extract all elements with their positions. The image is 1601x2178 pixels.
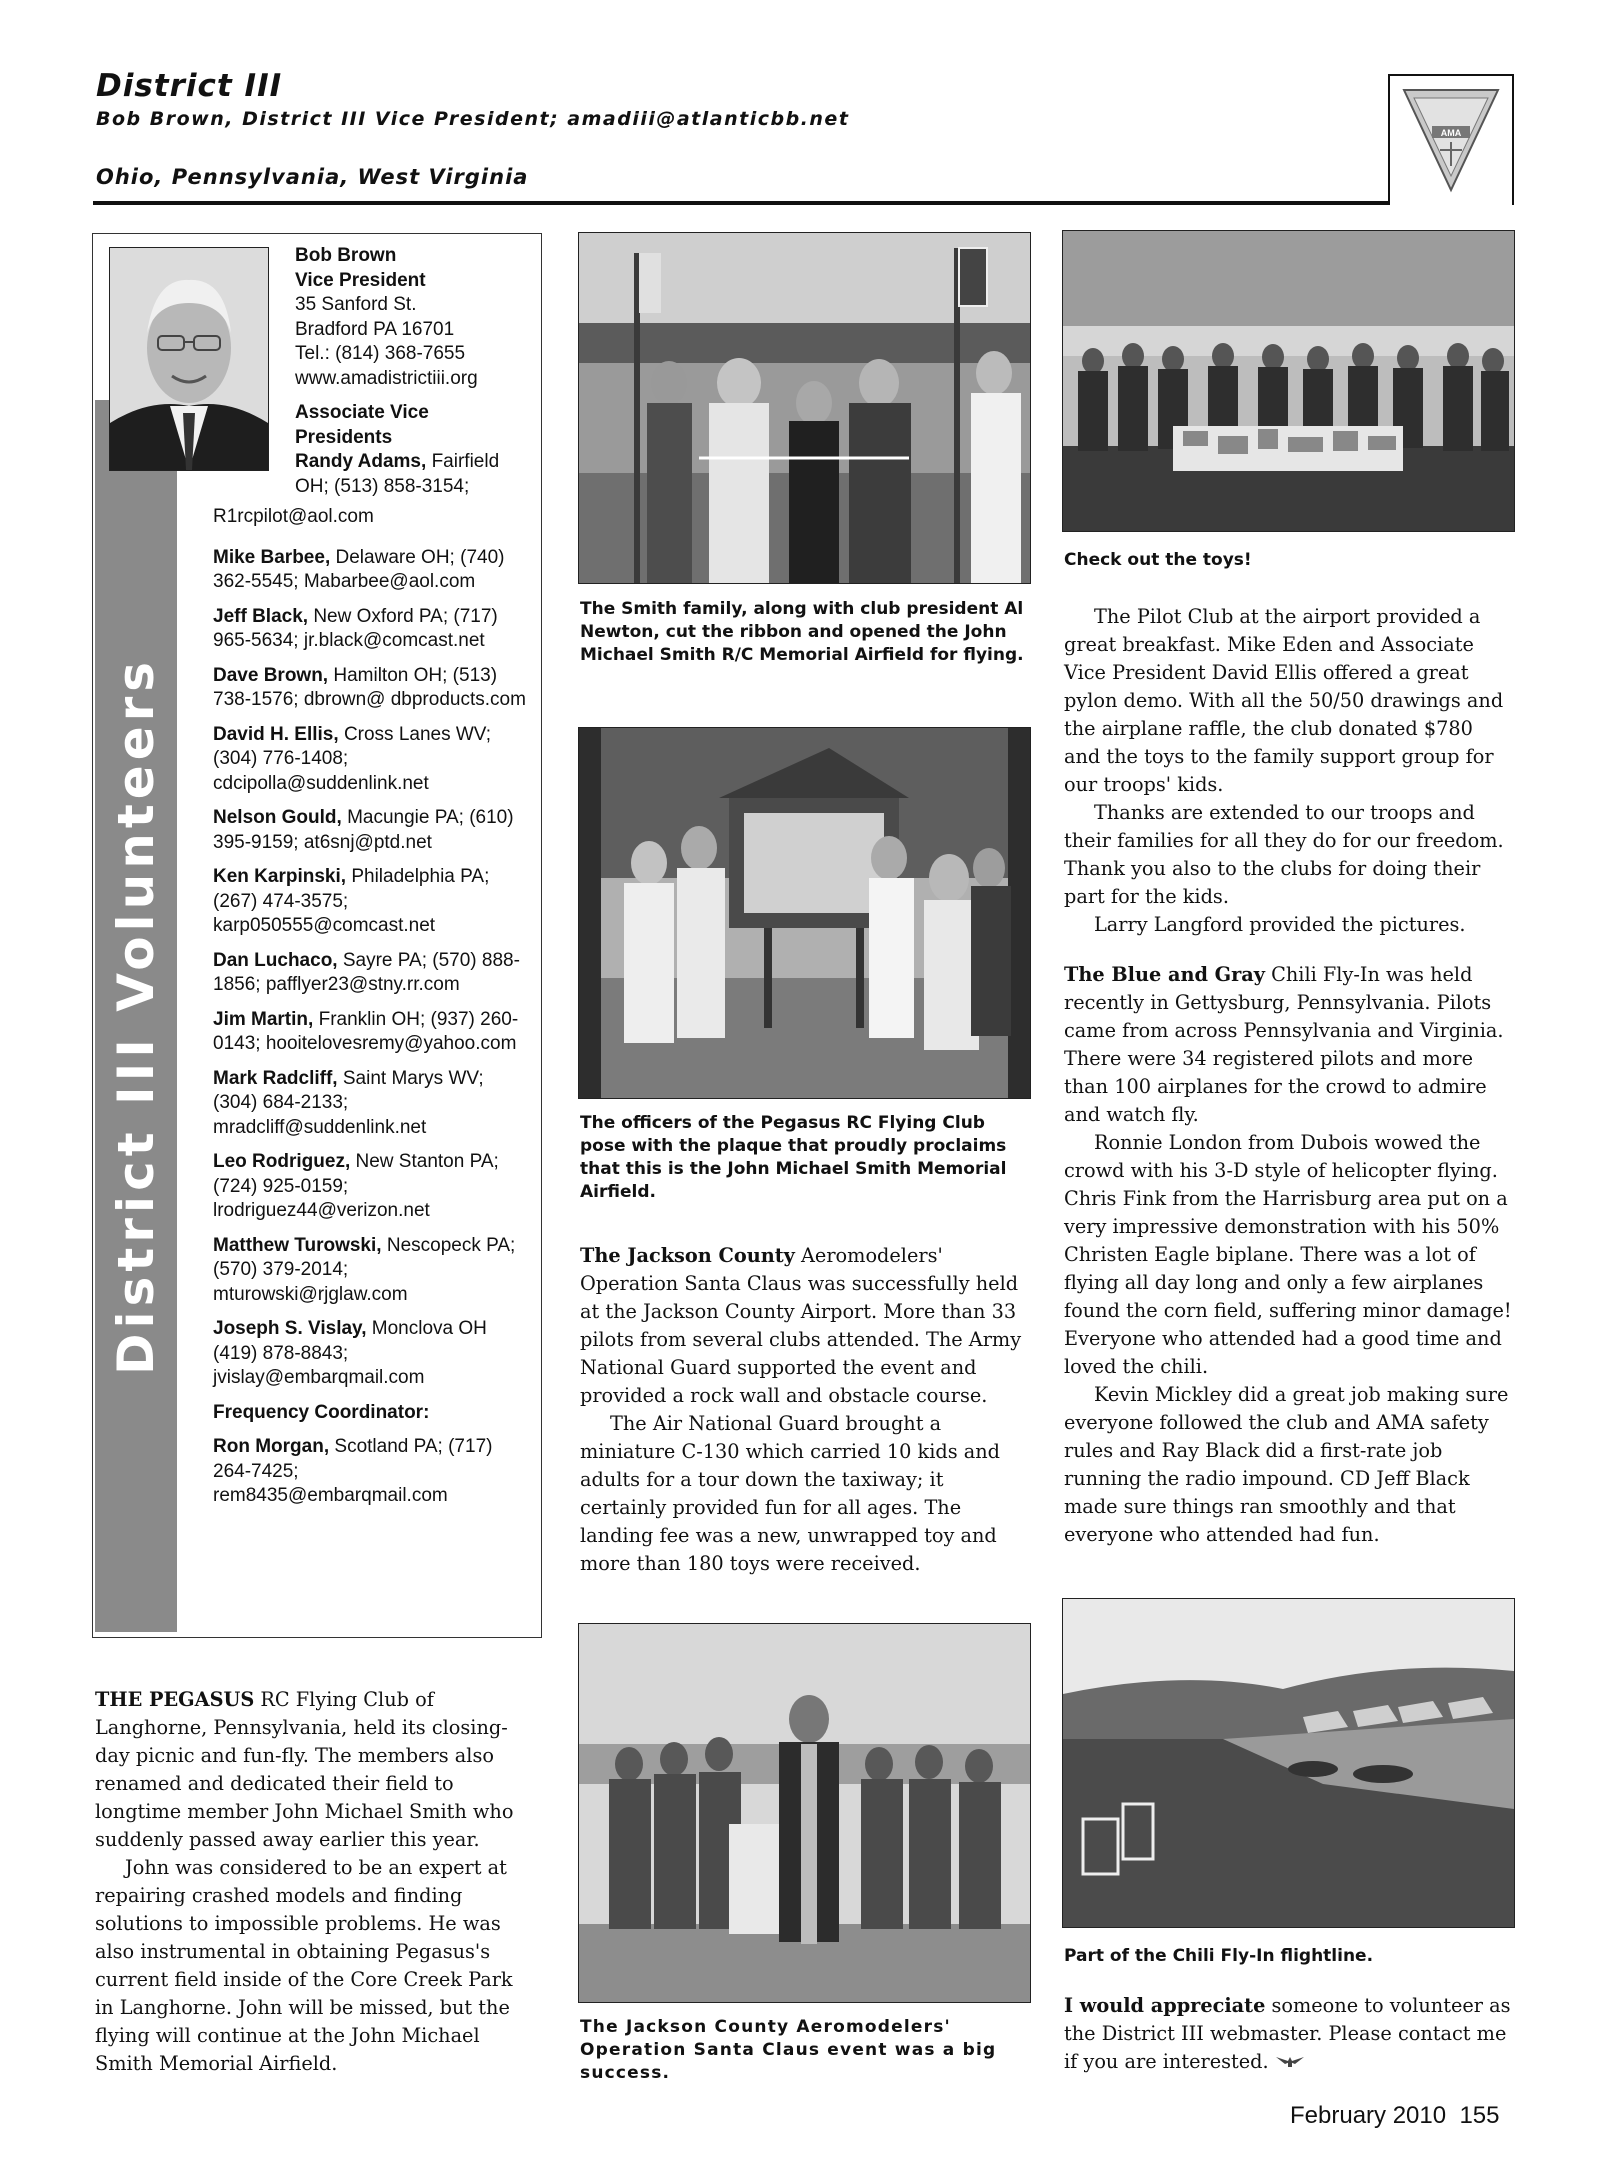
santa-paragraph-3: The Pilot Club at the airport provided a great breakfast. Mike Eden and Associate Vice President David Ellis offered a great pylon demo. With all the 50/50 drawings and the airplane raffle, the club donated $780 and the toys to the family support group for our troops' kids. xyxy=(1064,605,1504,796)
plaque-officers-caption: The officers of the Pegasus RC Flying Club pose with the plaque that proudly proclaims that this is the John Michael Smith Memorial Airfield. xyxy=(580,1113,1007,1202)
list-item: Dave Brown, Hamilton OH; (513) 738-1576; dbrown@ dbproducts.com xyxy=(213,664,526,710)
vp-portrait xyxy=(109,247,269,471)
chili-fly-in-article xyxy=(1064,961,1514,1549)
jackson-paragraph-1: The Jackson County Aeromodelers' Operation Santa Claus was successfully held at the Jackson County Airport. More than 33 pilots from several clubs attended. The Army National Guard supported the event and provided a rock wall and obstacle course. xyxy=(580,1244,1022,1407)
webmaster-paragraph: I would appreciate someone to volunteer as the District III webmaster. Please contact me if you are interested. xyxy=(1064,1992,1514,2077)
toys-caption: Check out the toys! xyxy=(1064,550,1252,570)
vp-street: 35 Sanford St. xyxy=(295,294,417,315)
operation-santa-continued xyxy=(1064,603,1514,939)
santa-claus-event-photo xyxy=(578,1623,1031,2003)
page-footer xyxy=(1290,2102,1499,2130)
avp-heading: Associate Vice Presidents xyxy=(295,402,429,448)
flightline-photo xyxy=(1062,1598,1515,1928)
plaque-officers-photo xyxy=(578,727,1031,1099)
santa-claus-caption: The Jackson County Aeromodelers' Operation Santa Claus event was a big success. xyxy=(580,2017,997,2083)
webmaster-request xyxy=(1064,1992,1514,2077)
list-item: David H. Ellis, Cross Lanes WV; (304) 776-1408; cdcipolla@suddenlink.net xyxy=(213,723,492,794)
list-item: Matthew Turowski, Nescopeck PA; (570) 379-2014; mturowski@rjglaw.com xyxy=(213,1234,516,1305)
list-item: Dan Luchaco, Sayre PA; (570) 888-1856; pafflyer23@stny.rr.com xyxy=(213,949,520,995)
list-item: Ken Karpinski, Philadelphia PA; (267) 474-3575; karp050555@comcast.net xyxy=(213,866,490,936)
chili-paragraph-3: Kevin Mickley did a great job making sure everyone followed the club and AMA safety rules and Ray Black did a first-rate job running the radio impound. CD Jeff Black made sure things ran smoothly and that everyone who attended had fun. xyxy=(1064,1383,1509,1546)
header-rule xyxy=(93,201,1513,205)
freq-heading: Frequency Coordinator: xyxy=(213,1401,430,1423)
vp-website: www.amadistrictiii.org xyxy=(295,367,478,389)
vp-role: Vice President xyxy=(295,269,426,291)
avp-first-detail1: Fairfield xyxy=(431,451,500,472)
flightline-caption: Part of the Chili Fly-In flightline. xyxy=(1064,1946,1374,1966)
photo-credit: Larry Langford provided the pictures. xyxy=(1094,913,1466,936)
volunteers-vertical-title: District III Volunteers xyxy=(107,656,165,1376)
list-item: Joseph S. Vislay, Monclova OH (419) 878-8843; jvislay@embarqmail.com xyxy=(213,1318,487,1388)
page-number: 155 xyxy=(1459,2102,1500,2129)
jackson-county-article xyxy=(580,1242,1030,1578)
vp-city: Bradford PA 16701 xyxy=(295,318,455,340)
list-item: Ron Morgan, Scotland PA; (717) 264-7425; rem8435@embarqmail.com xyxy=(213,1436,493,1506)
jackson-paragraph-2: The Air National Guard brought a miniature C-130 which carried 10 kids and adults for a tour down the taxiway; it certainly provided fun for all ages. The landing fee was a new, unwrapped toy and more than 180 toys were received. xyxy=(580,1412,1000,1575)
volunteer-list xyxy=(213,505,528,1519)
pegasus-article xyxy=(95,1686,535,2078)
pegasus-paragraph-2: John was considered to be an expert at repairing crashed models and finding solutions to impossible problems. He was also instrumental in obtaining Pegasus's current field inside of the Core Creek Park in Langhorne. John will be missed, but the flying will continue at the John Michael Smith Memorial Airfield. xyxy=(95,1856,513,2075)
santa-paragraph-4: Thanks are extended to our troops and their families for all they do for our freedom. Thank you also to the clubs for doing their part for the kids. xyxy=(1064,801,1504,908)
district-title: District III xyxy=(96,68,283,104)
chili-paragraph-1: The Blue and Gray Chili Fly-In was held recently in Gettysburg, Pennsylvania. Pilots came from across Pennsylvania and Virginia. There were 34 registered pilots and more than 100 airplanes for the crowd to admire and watch fly. xyxy=(1064,963,1504,1126)
list-item: Mark Radcliff, Saint Marys WV; (304) 684-2133; mradcliff@suddenlink.net xyxy=(213,1067,484,1138)
issue-date: February 2010 xyxy=(1290,2102,1447,2129)
avp-first-detail3: R1rcpilot@aol.com xyxy=(213,506,374,527)
ribbon-cutting-caption: The Smith family, along with club president Al Newton, cut the ribbon and opened the John Michael Smith R/C Memorial Airfield for flying. xyxy=(580,599,1024,665)
vp-contact-block xyxy=(295,244,535,499)
ama-wings-icon xyxy=(1275,2049,1305,2077)
svg-text:AMA: AMA xyxy=(1440,128,1462,138)
list-item: Jim Martin, Franklin OH; (937) 260-0143; hooitelovesremy@yahoo.com xyxy=(213,1008,519,1054)
avp-first-name: Randy Adams, xyxy=(295,451,427,472)
list-item: Leo Rodriguez, New Stanton PA; (724) 925-0159; lrodriguez44@verizon.net xyxy=(213,1151,499,1221)
chili-paragraph-2: Ronnie London from Dubois wowed the crowd with his 3-D style of helicopter flying. Chris Fink from the Harrisburg area put on a very impressive demonstration with his 50% Christen Eagle biplane. There was a lot of flying all day long and only a few airplanes found the corn field, suffering minor damage! Everyone who attended had a good time and loved the chili. xyxy=(1064,1131,1512,1378)
district-subtitle: Bob Brown, District III Vice President; amadiii@atlanticbb.net xyxy=(96,108,850,130)
vp-tel: Tel.: (814) 368-7655 xyxy=(295,343,466,364)
vp-name: Bob Brown xyxy=(295,245,397,266)
pegasus-paragraph-1: THE PEGASUS RC Flying Club of Langhorne, Pennsylvania, held its closing-day picnic and fun-fly. The members also renamed and dedicated their field to longtime member John Michael Smith who suddenly passed away earlier this year. xyxy=(95,1688,514,1851)
avp-first-detail2: OH; (513) 858-3154; xyxy=(295,475,470,497)
ribbon-cutting-photo xyxy=(578,232,1031,584)
toys-photo xyxy=(1062,230,1515,532)
list-item: Mike Barbee, Delaware OH; (740) 362-5545; Mabarbee@aol.com xyxy=(213,546,505,592)
volunteers-vertical-bar xyxy=(95,400,177,1632)
list-item: Jeff Black, New Oxford PA; (717) 965-5634; jr.black@comcast.net xyxy=(213,605,498,651)
district-states: Ohio, Pennsylvania, West Virginia xyxy=(96,165,529,189)
list-item: Nelson Gould, Macungie PA; (610) 395-9159; at6snj@ptd.net xyxy=(213,807,514,853)
ama-district-logo-icon xyxy=(1388,74,1514,205)
